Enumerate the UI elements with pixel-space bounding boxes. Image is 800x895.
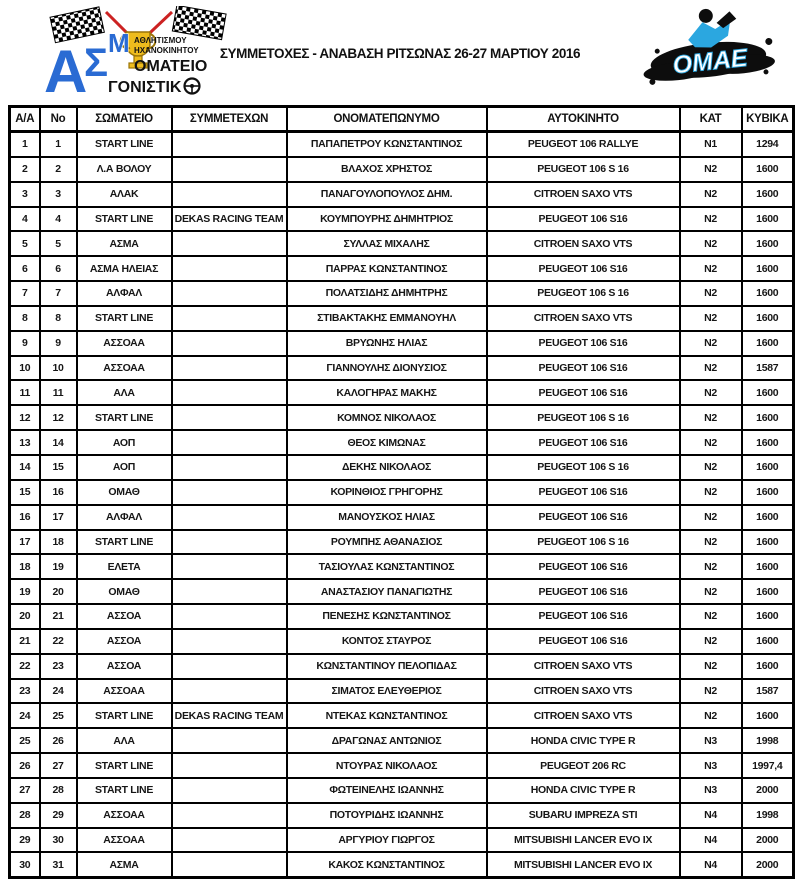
cell-car: CITROEN SAXO VTS [487,703,680,728]
cell-class: N2 [680,703,742,728]
cell-car: CITROEN SAXO VTS [487,679,680,704]
cell-entrant [172,604,287,629]
cell-no: 11 [40,380,77,405]
cell-no: 8 [40,306,77,331]
cell-name: ΠΟΤΟΥΡΙΔΗΣ ΙΩΑΝΝΗΣ [287,803,487,828]
cell-no: 23 [40,654,77,679]
column-header-car: ΑΥΤΟΚΙΝΗΤΟ [487,107,680,132]
cell-class: N2 [680,629,742,654]
cell-no: 10 [40,356,77,381]
cell-cc: 1998 [742,803,794,828]
cell-cc: 1294 [742,132,794,157]
cell-entrant [172,455,287,480]
table-row [10,182,794,207]
cell-club: START LINE [77,132,172,157]
cell-class: N2 [680,480,742,505]
cell-club: START LINE [77,530,172,555]
table-row [10,256,794,281]
cell-aa: 3 [10,182,40,207]
column-header-entrant: ΣΥΜΜΕΤΕΧΩΝ [172,107,287,132]
cell-entrant [172,654,287,679]
cell-car: PEUGEOT 106 S 16 [487,281,680,306]
cell-no: 24 [40,679,77,704]
table-row [10,778,794,803]
cell-car: PEUGEOT 106 S16 [487,380,680,405]
logo-letter-m: Μ [108,28,130,58]
cell-class: N3 [680,728,742,753]
cell-class: N2 [680,455,742,480]
cell-no: 20 [40,579,77,604]
cell-entrant [172,157,287,182]
cell-car: PEUGEOT 106 S16 [487,331,680,356]
cell-club: ΑΟΠ [77,430,172,455]
cell-club: ΑΣΜΑ [77,231,172,256]
cell-club: ΑΣΣΟΑΑ [77,356,172,381]
cell-club: START LINE [77,306,172,331]
cell-cc: 1600 [742,405,794,430]
cell-no: 21 [40,604,77,629]
cell-cc: 1600 [742,380,794,405]
cell-class: N4 [680,803,742,828]
document-header [0,0,800,102]
cell-no: 14 [40,430,77,455]
table-row [10,231,794,256]
cell-class: N2 [680,356,742,381]
cell-entrant [172,281,287,306]
cell-car: MITSUBISHI LANCER EVO IX [487,828,680,853]
cell-entrant [172,430,287,455]
steering-wheel-icon [185,79,200,94]
cell-no: 19 [40,554,77,579]
cell-aa: 15 [10,480,40,505]
table-row [10,281,794,306]
cell-no: 25 [40,703,77,728]
cell-club: ΑΛΑ [77,728,172,753]
cell-car: PEUGEOT 106 S16 [487,604,680,629]
logo-word-mixanokinitou: ΗΧΑΝΟΚΙΝΗΤΟΥ [134,46,199,55]
cell-entrant [172,728,287,753]
cell-name: ΦΩΤΕΙΝΕΛΗΣ ΙΩΑΝΝΗΣ [287,778,487,803]
table-row [10,828,794,853]
cell-car: PEUGEOT 106 S16 [487,356,680,381]
cell-club: START LINE [77,207,172,232]
cell-cc: 1600 [742,530,794,555]
table-row [10,703,794,728]
cell-name: ΠΕΝΕΣΗΣ ΚΩΝΣΤΑΝΤΙΝΟΣ [287,604,487,629]
table-row [10,554,794,579]
cell-class: N2 [680,256,742,281]
cell-entrant [172,679,287,704]
table-row [10,679,794,704]
cell-car: PEUGEOT 106 S16 [487,505,680,530]
table-row [10,455,794,480]
cell-cc: 1997,4 [742,753,794,778]
cell-aa: 26 [10,753,40,778]
table-row [10,579,794,604]
cell-cc: 1600 [742,306,794,331]
cell-name: ΒΡΥΩΝΗΣ ΗΛΙΑΣ [287,331,487,356]
table-row [10,157,794,182]
cell-cc: 1600 [742,430,794,455]
cell-aa: 4 [10,207,40,232]
cell-class: N2 [680,654,742,679]
cell-aa: 29 [10,828,40,853]
cell-no: 7 [40,281,77,306]
omae-logo-graphic [624,4,790,96]
cell-club: ΑΣΣΟΑΑ [77,679,172,704]
cell-entrant [172,182,287,207]
cell-club: ΑΣΜΑ [77,852,172,877]
cell-car: PEUGEOT 106 S 16 [487,157,680,182]
cell-aa: 25 [10,728,40,753]
cell-entrant [172,753,287,778]
cell-car: CITROEN SAXO VTS [487,654,680,679]
cell-club: ΕΛΕΤΑ [77,554,172,579]
cell-club: START LINE [77,753,172,778]
cell-club: ΟΜΑΘ [77,579,172,604]
cell-entrant [172,530,287,555]
cell-entrant [172,256,287,281]
cell-cc: 1600 [742,480,794,505]
cell-no: 26 [40,728,77,753]
cell-no: 17 [40,505,77,530]
cell-aa: 21 [10,629,40,654]
cell-car: PEUGEOT 106 S 16 [487,530,680,555]
cell-no: 2 [40,157,77,182]
table-row [10,530,794,555]
cell-no: 4 [40,207,77,232]
logo-word-agonistiko: ΓΟΝΙΣΤΙΚ [108,79,182,96]
cell-no: 30 [40,828,77,853]
cell-cc: 1600 [742,505,794,530]
cell-club: ΑΛΑΚ [77,182,172,207]
cell-aa: 18 [10,554,40,579]
cell-cc: 2000 [742,778,794,803]
cell-car: HONDA CIVIC TYPE R [487,778,680,803]
cell-no: 9 [40,331,77,356]
entries-table-container [8,105,792,879]
cell-car: PEUGEOT 106 S16 [487,207,680,232]
cell-no: 3 [40,182,77,207]
cell-aa: 17 [10,530,40,555]
cell-no: 27 [40,753,77,778]
cell-car: PEUGEOT 206 RC [487,753,680,778]
cell-name: ΣΤΙΒΑΚΤΑΚΗΣ ΕΜΜΑΝΟΥΗΛ [287,306,487,331]
cell-name: ΚΟΜΝΟΣ ΝΙΚΟΛΑΟΣ [287,405,487,430]
cell-class: N4 [680,852,742,877]
cell-cc: 1600 [742,231,794,256]
cell-class: N2 [680,331,742,356]
cell-class: N1 [680,132,742,157]
cell-entrant [172,356,287,381]
cell-aa: 2 [10,157,40,182]
cell-cc: 1998 [742,728,794,753]
table-row [10,380,794,405]
cell-cc: 1600 [742,182,794,207]
cell-aa: 5 [10,231,40,256]
cell-car: PEUGEOT 106 S16 [487,256,680,281]
table-row [10,753,794,778]
cell-name: ΚΑΛΟΓΗΡΑΣ ΜΑΚΗΣ [287,380,487,405]
cell-club: ΑΛΦΑΛ [77,281,172,306]
table-row [10,604,794,629]
cell-class: N2 [680,530,742,555]
cell-club: START LINE [77,405,172,430]
cell-class: N4 [680,828,742,853]
cell-class: N2 [680,182,742,207]
cell-car: PEUGEOT 106 S16 [487,629,680,654]
cell-name: ΡΟΥΜΠΗΣ ΑΘΑΝΑΣΙΟΣ [287,530,487,555]
cell-no: 31 [40,852,77,877]
cell-cc: 1600 [742,629,794,654]
cell-name: ΠΟΛΑΤΣΙΔΗΣ ΔΗΜΗΤΡΗΣ [287,281,487,306]
cell-name: ΝΤΟΥΡΑΣ ΝΙΚΟΛΑΟΣ [287,753,487,778]
cell-car: CITROEN SAXO VTS [487,306,680,331]
cell-car: PEUGEOT 106 S16 [487,579,680,604]
logo-word-athlitismou: ΑΘΛΗΤΙΣΜΟΥ [134,36,187,45]
cell-entrant [172,380,287,405]
cell-entrant: DEKAS RACING TEAM [172,207,287,232]
cell-name: ΠΑΝΑΓΟΥΛΟΠΟΥΛΟΣ ΔΗΜ. [287,182,487,207]
table-row [10,480,794,505]
cell-aa: 28 [10,803,40,828]
cell-class: N2 [680,231,742,256]
cell-club: ΑΣΣΟΑ [77,629,172,654]
cell-name: ΑΝΑΣΤΑΣΙΟΥ ΠΑΝΑΓΙΩΤΗΣ [287,579,487,604]
cell-class: N3 [680,753,742,778]
cell-class: N2 [680,281,742,306]
cell-no: 28 [40,778,77,803]
cell-car: PEUGEOT 106 RALLYE [487,132,680,157]
cell-class: N2 [680,405,742,430]
cell-entrant [172,778,287,803]
cell-name: ΚΟΥΜΠΟΥΡΗΣ ΔΗΜΗΤΡΙΟΣ [287,207,487,232]
column-header-name: ΟΝΟΜΑΤΕΠΩΝΥΜΟ [287,107,487,132]
cell-car: CITROEN SAXO VTS [487,182,680,207]
cell-cc: 1600 [742,654,794,679]
cell-class: N2 [680,157,742,182]
page-title: ΣΥΜΜΕΤΟΧΕΣ - ΑΝΑΒΑΣΗ ΡΙΤΣΩΝΑΣ 26-27 ΜΑΡΤΙΟΥ 2016 [219,46,581,61]
cell-cc: 1600 [742,604,794,629]
cell-club: ΑΟΠ [77,455,172,480]
cell-name: ΠΑΡΡΑΣ ΚΩΝΣΤΑΝΤΙΝΟΣ [287,256,487,281]
cell-name: ΚΟΝΤΟΣ ΣΤΑΥΡΟΣ [287,629,487,654]
cell-class: N2 [680,679,742,704]
cell-cc: 1600 [742,157,794,182]
cell-name: ΚΑΚΟΣ ΚΩΝΣΤΑΝΤΙΝΟΣ [287,852,487,877]
omae-wordmark: ΟΜΑΕ [671,43,749,80]
cell-cc: 1600 [742,331,794,356]
cell-car: PEUGEOT 106 S16 [487,480,680,505]
cell-car: MITSUBISHI LANCER EVO IX [487,852,680,877]
table-row [10,852,794,877]
cell-entrant [172,132,287,157]
cell-car: PEUGEOT 106 S 16 [487,405,680,430]
logo-letter-a: Α [44,38,88,98]
column-header-class: ΚΑΤ [680,107,742,132]
cell-class: N2 [680,306,742,331]
cell-cc: 1600 [742,554,794,579]
table-row [10,728,794,753]
cell-aa: 22 [10,654,40,679]
cell-cc: 1587 [742,679,794,704]
cell-cc: 1600 [742,455,794,480]
table-row [10,405,794,430]
cell-club: ΑΛΦΑΛ [77,505,172,530]
table-row [10,629,794,654]
column-header-club: ΣΩΜΑΤΕΙΟ [77,107,172,132]
cell-class: N2 [680,554,742,579]
entries-table [8,105,795,879]
cell-name: ΚΩΝΣΤΑΝΤΙΝΟΥ ΠΕΛΟΠΙΔΑΣ [287,654,487,679]
cell-entrant [172,231,287,256]
cell-aa: 7 [10,281,40,306]
cell-aa: 30 [10,852,40,877]
omae-logo [624,4,790,96]
cell-aa: 27 [10,778,40,803]
cell-entrant [172,405,287,430]
cell-club: START LINE [77,703,172,728]
cell-club: ΑΣΣΟΑΑ [77,331,172,356]
cell-cc: 1587 [742,356,794,381]
checkered-flag-icon [172,6,226,40]
table-row [10,803,794,828]
column-header-cc: ΚΥΒΙΚΑ [742,107,794,132]
cell-aa: 23 [10,679,40,704]
logo-word-somateio: ΟΜΑΤΕΙΟ [134,58,208,75]
cell-entrant [172,803,287,828]
cell-no: 6 [40,256,77,281]
cell-car: PEUGEOT 106 S16 [487,554,680,579]
cell-name: ΒΛΑΧΟΣ ΧΡΗΣΤΟΣ [287,157,487,182]
cell-club: ΑΣΣΟΑΑ [77,828,172,853]
cell-entrant [172,306,287,331]
cell-aa: 19 [10,579,40,604]
cell-no: 1 [40,132,77,157]
cell-cc: 1600 [742,207,794,232]
cell-no: 16 [40,480,77,505]
cell-class: N2 [680,430,742,455]
cell-class: N2 [680,579,742,604]
cell-cc: 1600 [742,281,794,306]
cell-club: Λ.Α ΒΟΛΟΥ [77,157,172,182]
cell-name: ΘΕΟΣ ΚΙΜΩΝΑΣ [287,430,487,455]
table-body [10,132,794,878]
cell-name: ΑΡΓΥΡΙΟΥ ΓΙΩΡΓΟΣ [287,828,487,853]
cell-name: ΔΕΚΗΣ ΝΙΚΟΛΑΟΣ [287,455,487,480]
cell-car: CITROEN SAXO VTS [487,231,680,256]
cell-aa: 20 [10,604,40,629]
cell-club: START LINE [77,778,172,803]
cell-club: ΑΛΑ [77,380,172,405]
table-row [10,505,794,530]
cell-class: N2 [680,604,742,629]
logo-letter-s: Σ [84,41,109,85]
cell-entrant [172,554,287,579]
cell-aa: 14 [10,455,40,480]
cell-aa: 6 [10,256,40,281]
cell-aa: 16 [10,505,40,530]
cell-aa: 10 [10,356,40,381]
cell-entrant [172,331,287,356]
cell-no: 15 [40,455,77,480]
cell-aa: 13 [10,430,40,455]
table-row [10,430,794,455]
table-header-row [10,107,794,132]
cell-club: ΑΣΣΟΑ [77,604,172,629]
cell-class: N2 [680,207,742,232]
column-header-no: Νο [40,107,77,132]
cell-no: 18 [40,530,77,555]
cell-no: 5 [40,231,77,256]
cell-entrant [172,505,287,530]
table-row [10,356,794,381]
cell-name: ΣΙΜΑΤΟΣ ΕΛΕΥΘΕΡΙΟΣ [287,679,487,704]
cell-aa: 11 [10,380,40,405]
cell-entrant [172,852,287,877]
cell-no: 29 [40,803,77,828]
cell-name: ΣΥΛΛΑΣ ΜΙΧΑΛΗΣ [287,231,487,256]
cell-car: SUBARU IMPREZA STI [487,803,680,828]
cell-entrant [172,579,287,604]
cell-class: N2 [680,380,742,405]
cell-name: ΤΑΣΙΟΥΛΑΣ ΚΩΝΣΤΑΝΤΙΝΟΣ [287,554,487,579]
cell-name: ΓΙΑΝΝΟΥΛΗΣ ΔΙΟΝΥΣΙΟΣ [287,356,487,381]
cell-entrant [172,629,287,654]
table-row [10,207,794,232]
cell-car: HONDA CIVIC TYPE R [487,728,680,753]
cell-entrant: DEKAS RACING TEAM [172,703,287,728]
cell-cc: 2000 [742,828,794,853]
cell-club: ΑΣΜΑ ΗΛΕΙΑΣ [77,256,172,281]
cell-class: N2 [680,505,742,530]
cell-cc: 1600 [742,256,794,281]
cell-aa: 24 [10,703,40,728]
cell-name: ΔΡΑΓΩΝΑΣ ΑΝΤΩΝΙΟΣ [287,728,487,753]
column-header-aa: Α/Α [10,107,40,132]
cell-club: ΟΜΑΘ [77,480,172,505]
cell-car: PEUGEOT 106 S16 [487,430,680,455]
cell-aa: 1 [10,132,40,157]
cell-aa: 8 [10,306,40,331]
cell-entrant [172,480,287,505]
cell-name: ΚΟΡΙΝΘΙΟΣ ΓΡΗΓΟΡΗΣ [287,480,487,505]
table-row [10,654,794,679]
cell-no: 12 [40,405,77,430]
cell-class: N3 [680,778,742,803]
cell-aa: 9 [10,331,40,356]
cell-name: ΜΑΝΟΥΣΚΟΣ ΗΛΙΑΣ [287,505,487,530]
cell-cc: 1600 [742,579,794,604]
cell-no: 22 [40,629,77,654]
cell-car: PEUGEOT 106 S 16 [487,455,680,480]
table-row [10,306,794,331]
cell-club: ΑΣΣΟΑΑ [77,803,172,828]
cell-club: ΑΣΣΟΑ [77,654,172,679]
cell-name: ΝΤΕΚΑΣ ΚΩΝΣΤΑΝΤΙΝΟΣ [287,703,487,728]
cell-entrant [172,828,287,853]
cell-cc: 2000 [742,852,794,877]
table-row [10,132,794,157]
cell-cc: 1600 [742,703,794,728]
table-row [10,331,794,356]
cell-aa: 12 [10,405,40,430]
cell-name: ΠΑΠΑΠΕΤΡΟΥ ΚΩΝΣΤΑΝΤΙΝΟΣ [287,132,487,157]
